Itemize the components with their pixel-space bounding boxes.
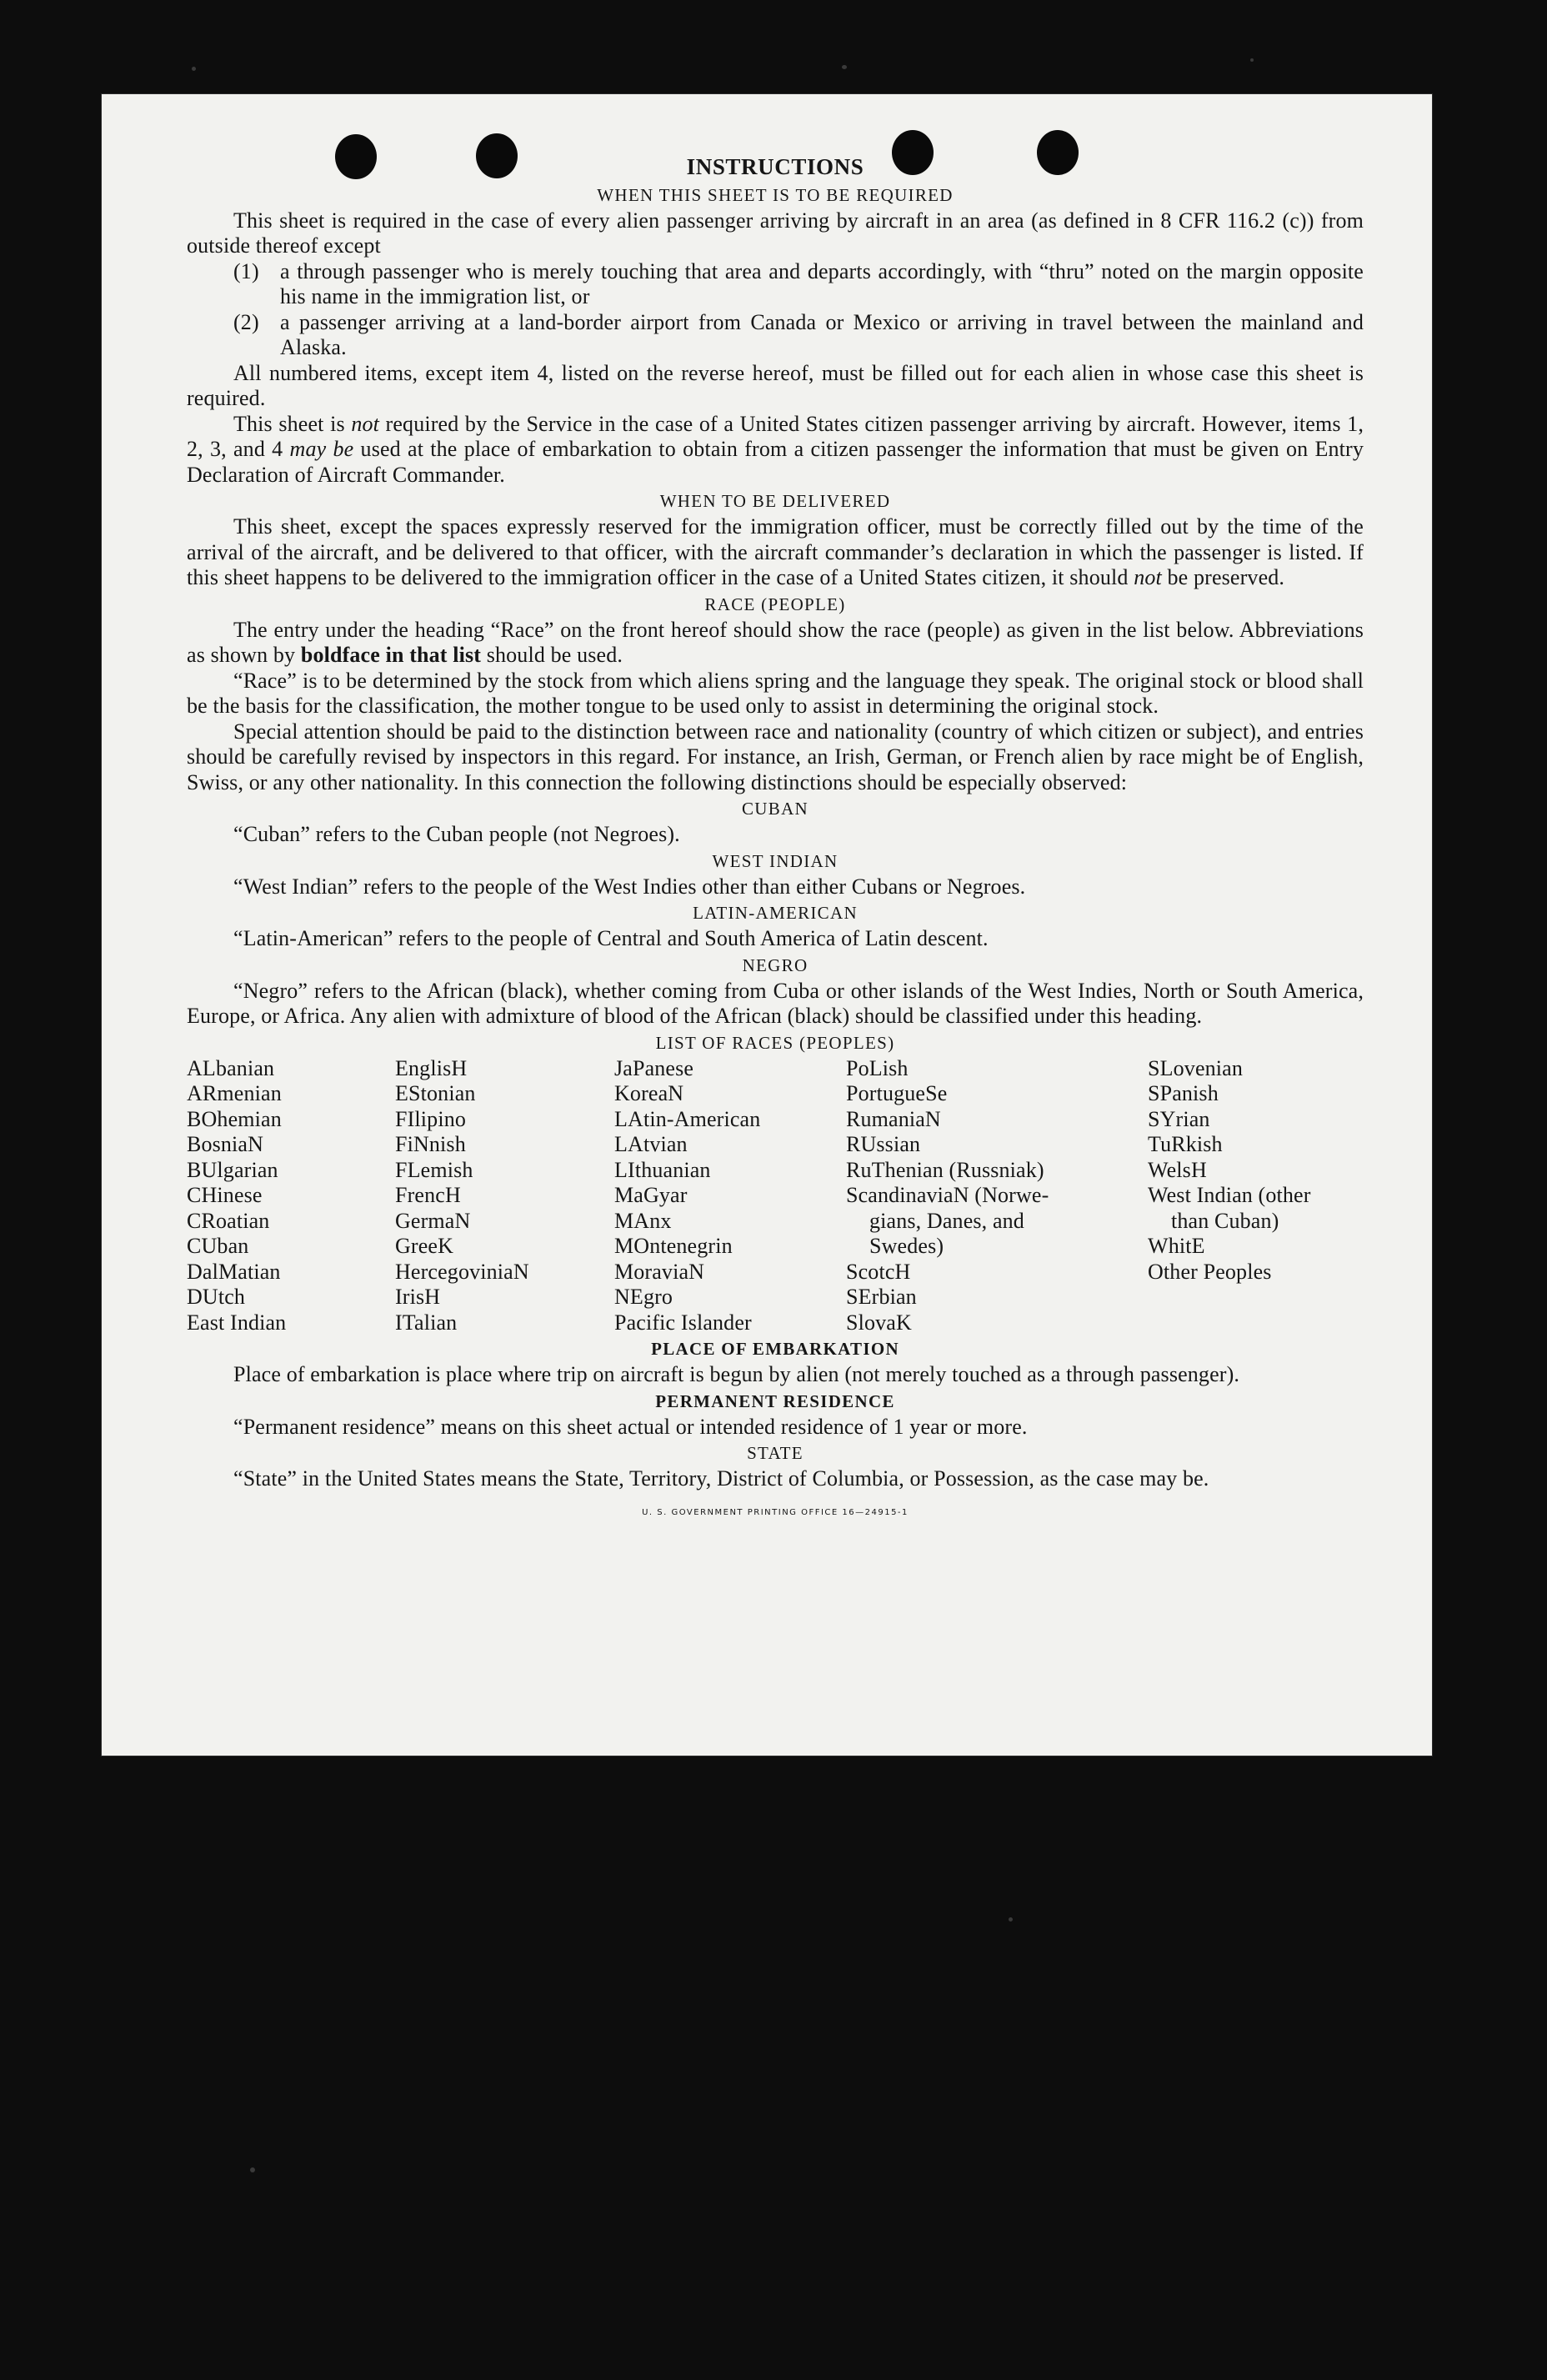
printing-office-footer: U. S. GOVERNMENT PRINTING OFFICE 16—24915-1 (642, 1507, 909, 1517)
emphasis-text: not (351, 411, 379, 436)
race-entry: West Indian (other (1148, 1183, 1311, 1207)
race-entry: MOntenegrin (614, 1234, 733, 1258)
race-entry: than Cuban) (1171, 1208, 1279, 1233)
races-heading: LIST OF RACES (PEOPLES) (655, 1032, 895, 1053)
sheet-content (187, 154, 1364, 1526)
race-entry: FIlipino (395, 1106, 466, 1131)
race-entry: CRoatian (187, 1208, 270, 1233)
race-entry: LAtvian (614, 1132, 688, 1156)
race-entry: Other Peoples (1148, 1259, 1272, 1284)
section-paragraph: “Race” is to be determined by the stock from which aliens spring and the language they speak. The original stock or blood shall be the basis for the classification, the mother tongue to be used only to assist in determining the original stock. (187, 668, 1364, 718)
race-entry: DalMatian (187, 1259, 281, 1284)
numbered-item (187, 310, 1364, 361)
scan-speck (192, 67, 196, 71)
race-entry: ALbanian (187, 1055, 275, 1080)
emphasis-text: may be (289, 437, 354, 461)
bold-text: boldface in that list (300, 643, 482, 667)
race-entry: CHinese (187, 1183, 263, 1207)
race-entry: GermaN (395, 1208, 471, 1233)
section-paragraph: Special attention should be paid to the distinction between race and nationality (country of which citizen or subject), and entries should be carefully revised by inspectors in this regard. For instance, an Irish, German, or French alien by race might be of English, Swiss, or any other nationality. In this connection the following distinctions should be especially observed: (187, 719, 1364, 794)
numbered-item (187, 259, 1364, 310)
race-entry: FiNnish (395, 1132, 466, 1156)
race-entry: East Indian (187, 1310, 287, 1335)
race-entry: KoreaN (614, 1081, 684, 1105)
section-paragraph (187, 412, 1364, 489)
text-run: used at the place of embarkation to obtain from a citizen passenger the information that must be given on Entry Declaration of Aircraft Commander. (187, 437, 1364, 487)
race-entry: ScotcH (846, 1259, 911, 1284)
section-heading: LATIN-AMERICAN (693, 903, 858, 923)
race-entry: NEgro (614, 1285, 673, 1309)
race-entry: SPanish (1148, 1081, 1219, 1105)
race-entry: WelsH (1148, 1157, 1207, 1182)
emphasis-text: not (1134, 565, 1162, 589)
section-paragraph: “Latin-American” refers to the people of Central and South America of Latin descent. (233, 926, 989, 950)
race-entry: BOhemian (187, 1106, 282, 1131)
section-paragraph: “State” in the United States means the State, Territory, District of Columbia, or Possession, as the case may be. (233, 1466, 1209, 1491)
race-entry: RuThenian (Russniak) (846, 1157, 1044, 1182)
races-column (187, 1056, 395, 1336)
races-column (1148, 1056, 1364, 1336)
race-entry: FLemish (395, 1157, 473, 1182)
item-text: a passenger arriving at a land-border airport from Canada or Mexico or arriving in travel between the mainland and Alaska. (280, 309, 1364, 359)
race-entry: GreeK (395, 1234, 454, 1258)
scan-speck (1250, 58, 1254, 62)
section-paragraph: This sheet is required in the case of every alien passenger arriving by aircraft in an area (as defined in 8 CFR 116.2 (c)) from outside thereof except (187, 208, 1364, 258)
race-entry: EnglisH (395, 1055, 468, 1080)
race-entry: DUtch (187, 1285, 246, 1309)
races-column (614, 1056, 846, 1336)
section-heading: NEGRO (742, 955, 809, 975)
race-entry: SLovenian (1148, 1055, 1243, 1080)
text-run: The entry under the heading “Race” on the front hereof should show the race (people) as given in the list below. Abbreviations as shown by (187, 617, 1364, 667)
section-paragraph (187, 514, 1364, 591)
item-text: a through passenger who is merely touching that area and departs accordingly, with “thru” noted on the margin opposite his name in the immigration list, or (280, 258, 1364, 308)
race-entry: ARmenian (187, 1081, 282, 1105)
section-heading: PERMANENT RESIDENCE (655, 1390, 895, 1411)
section-paragraph: All numbered items, except item 4, listed on the reverse hereof, must be filled out for each alien in whose case this sheet is required. (187, 360, 1364, 410)
race-entry: SlovaK (846, 1310, 912, 1335)
race-entry: SYrian (1148, 1106, 1210, 1131)
race-entry: BosniaN (187, 1132, 264, 1156)
scan-speck (1009, 1917, 1013, 1922)
text-run: should be used. (481, 643, 623, 667)
section-heading: RACE (PEOPLE) (704, 594, 846, 614)
scan-speck (250, 2167, 255, 2172)
race-entry: LAtin-American (614, 1106, 761, 1131)
race-entry: MAnx (614, 1208, 672, 1233)
text-run: be preserved. (1161, 565, 1285, 589)
section-heading: WHEN THIS SHEET IS TO BE REQUIRED (597, 184, 954, 205)
race-entry: ITalian (395, 1310, 458, 1335)
race-entry: RUssian (846, 1132, 921, 1156)
race-entry: WhitE (1148, 1234, 1205, 1258)
race-entry: JaPanese (614, 1055, 694, 1080)
race-entry: Pacific Islander (614, 1310, 752, 1335)
race-entry: BUlgarian (187, 1157, 278, 1182)
text-run: This sheet is (233, 411, 352, 436)
section-paragraph: “Cuban” refers to the Cuban people (not Negroes). (233, 822, 680, 846)
races-column (846, 1056, 1148, 1336)
race-entry: ScandinaviaN (Norwe- (846, 1183, 1049, 1207)
race-entry: MaGyar (614, 1183, 688, 1207)
race-entry: MoraviaN (614, 1259, 705, 1284)
section-paragraph: Place of embarkation is place where trip on aircraft is begun by alien (not merely touched as a through passenger). (233, 1362, 1240, 1386)
race-entry: SErbian (846, 1285, 917, 1309)
race-entry: CUban (187, 1234, 249, 1258)
race-entry: PortugueSe (846, 1081, 948, 1105)
section-heading: WEST INDIAN (712, 850, 839, 871)
race-entry: FrencH (395, 1183, 461, 1207)
race-entry: gians, Danes, and (869, 1208, 1024, 1233)
section-paragraph: “West Indian” refers to the people of the West Indies other than either Cubans or Negroes. (233, 874, 1026, 899)
section-heading: CUBAN (741, 799, 809, 819)
race-entry: Swedes) (869, 1234, 944, 1258)
item-number: (1) (233, 258, 259, 283)
races-list (187, 1056, 1364, 1336)
section-heading: STATE (747, 1443, 804, 1463)
races-column (395, 1056, 614, 1336)
race-entry: LIthuanian (614, 1157, 711, 1182)
item-number: (2) (233, 309, 259, 334)
race-entry: EStonian (395, 1081, 476, 1105)
instruction-sheet (102, 94, 1432, 1756)
race-entry: RumaniaN (846, 1106, 941, 1131)
section-heading: WHEN TO BE DELIVERED (659, 491, 891, 511)
section-paragraph (187, 618, 1364, 669)
section-paragraph: “Permanent residence” means on this sheet actual or intended residence of 1 year or more. (233, 1414, 1028, 1439)
section-paragraph: “Negro” refers to the African (black), whether coming from Cuba or other islands of the West Indies, North or South America, Europe, or Africa. Any alien with admixture of blood of the African (black) should be classified under this heading. (187, 978, 1364, 1028)
section-heading: PLACE OF EMBARKATION (651, 1339, 899, 1359)
document-title: INSTRUCTIONS (686, 154, 864, 179)
text-run: required by the Service in the case of a United States citizen passenger arriving by aircraft. However, items 1, 2, 3, and 4 (187, 411, 1364, 461)
race-entry: TuRkish (1148, 1132, 1223, 1156)
race-entry: PoLish (846, 1055, 909, 1080)
race-entry: HercegoviniaN (395, 1259, 529, 1284)
scan-speck (842, 65, 847, 69)
text-run: This sheet, except the spaces expressly reserved for the immigration officer, must be correctly filled out by the time of the arrival of the aircraft, and be delivered to that officer, with the aircraft commander’s declaration in which the passenger is listed. If this sheet happens to be delivered to the immigration officer in the case of a United States citizen, it should (187, 514, 1364, 589)
race-entry: IrisH (395, 1285, 441, 1309)
